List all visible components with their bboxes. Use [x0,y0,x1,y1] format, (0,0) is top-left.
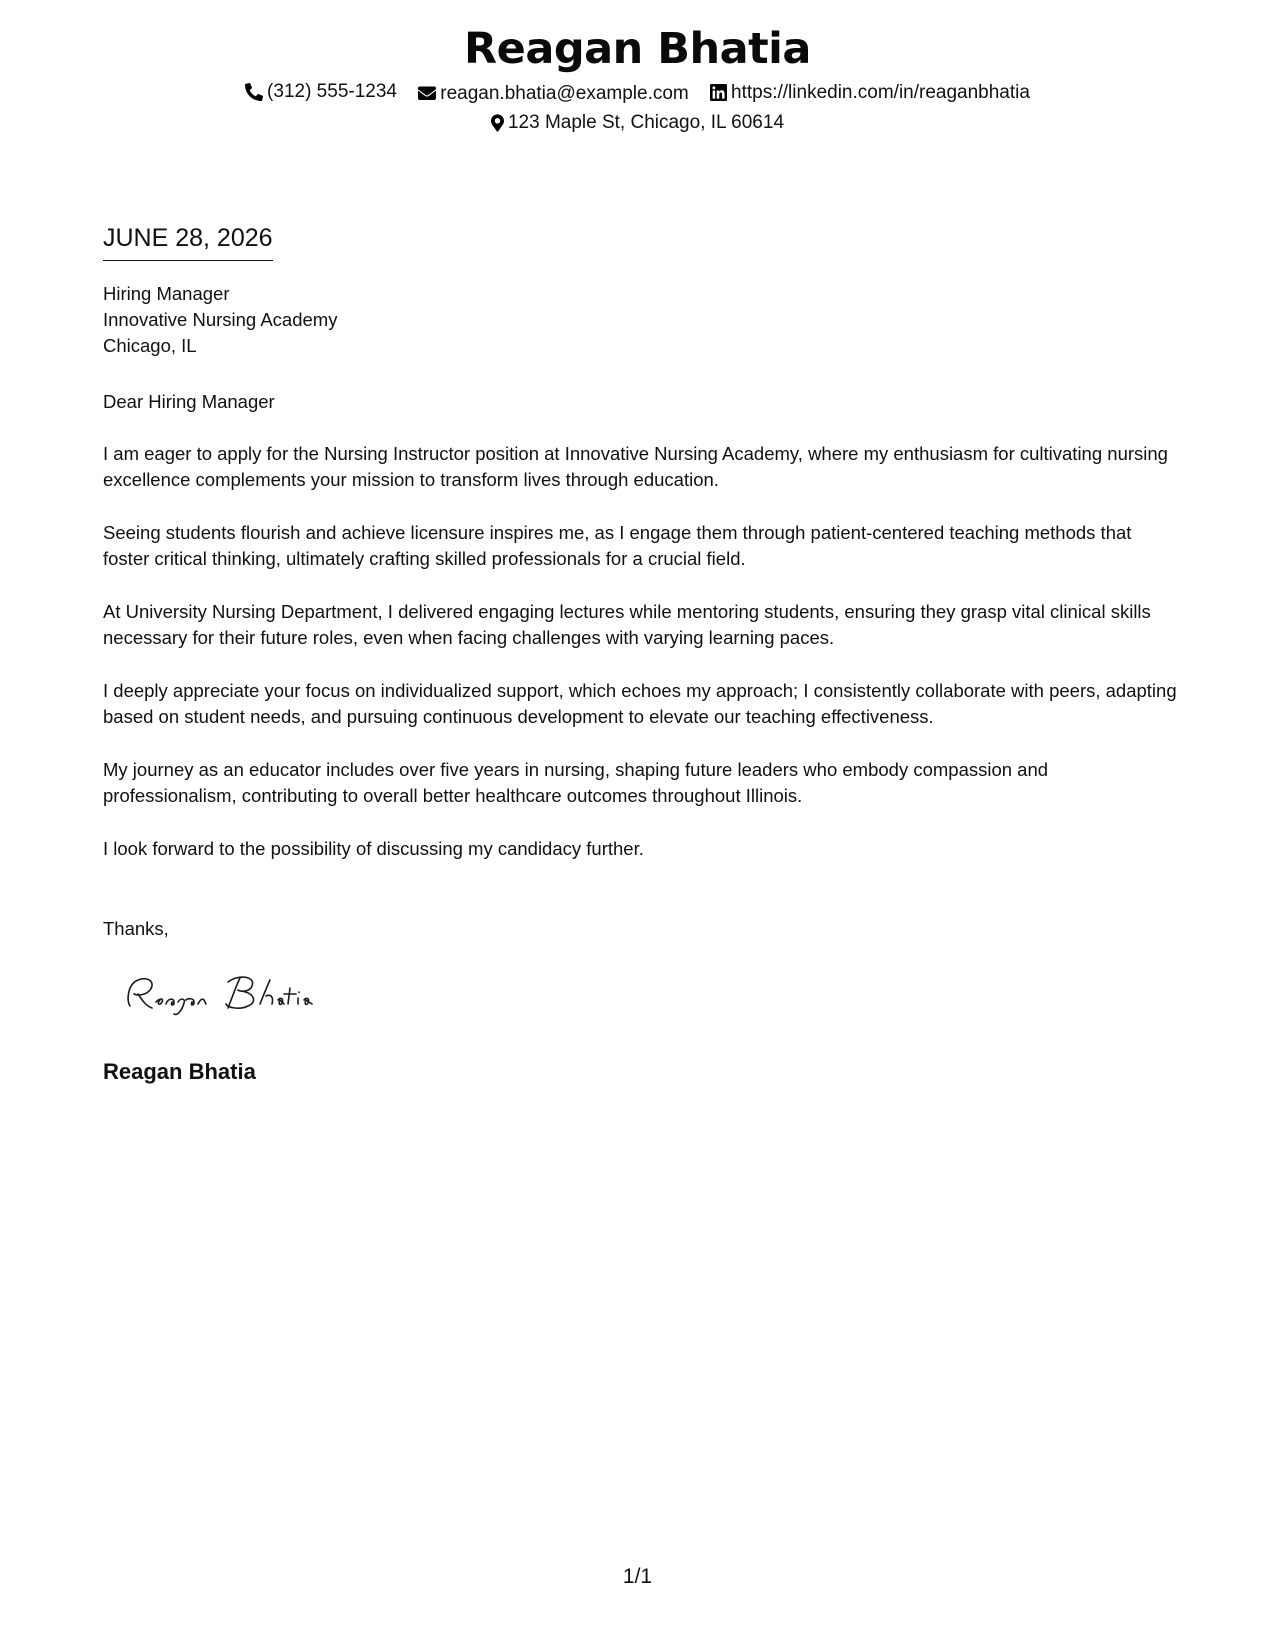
body-paragraph: I deeply appreciate your focus on individualized support, which echoes my approach; I consistently collaborate with peers, adapting based on student needs, and pursuing continuous development to elevate our teaching effectiveness. [103,680,1177,727]
signer-name: Reagan Bhatia [103,1059,256,1084]
linkedin-icon [710,84,727,101]
body-paragraph: At University Nursing Department, I delivered engaging lectures while mentoring students, ensuring they grasp vital clinical skills necessary for their future roles, even when facing challenges with varying learning paces. [103,601,1151,648]
salutation: Dear Hiring Manager [103,391,275,412]
body-paragraph: I look forward to the possibility of discussing my candidacy further. [103,838,644,859]
recipient-line: Innovative Nursing Academy [103,309,338,330]
phone-text: (312) 555-1234 [267,81,397,102]
recipient-block [103,281,337,359]
closing: Thanks, [103,918,169,939]
applicant-name-heading: Reagan Bhatia [464,24,811,74]
recipient-line: Hiring Manager [103,283,230,304]
body-paragraph: I am eager to apply for the Nursing Instructor position at Innovative Nursing Academy, where my enthusiasm for cultivating nursing excellence complements your mission to transform lives through education. [103,443,1168,490]
envelope-icon [418,86,436,101]
contact-phone [245,79,397,105]
letter-date: JUNE 28, 2026 [103,222,273,261]
contact-row-primary [0,79,1275,109]
address-text: 123 Maple St, Chicago, IL 60614 [507,112,785,133]
contact-linkedin[interactable] [710,80,1030,106]
email-link[interactable]: reagan.bhatia@example.com [440,82,689,104]
contact-row-address [0,110,1275,140]
page-number: 1/1 [622,1565,653,1588]
contact-email[interactable] [418,81,688,107]
body-paragraph: My journey as an educator includes over five years in nursing, shaping future leaders who embody compassion and professionalism, contributing to overall better healthcare outcomes throughout Illinois. [103,759,1049,806]
letter-body [103,441,1178,889]
phone-icon [245,83,263,101]
recipient-line: Chicago, IL [103,335,197,356]
body-paragraph: Seeing students flourish and achieve licensure inspires me, as I engage them through patient-centered teaching methods that foster critical thinking, ultimately crafting skilled professionals for a crucial field. [103,522,1132,569]
handwritten-signature [116,970,356,1020]
map-marker-icon [491,114,504,132]
linkedin-link[interactable]: https://linkedin.com/in/reaganbhatia [731,81,1030,103]
contact-address [491,110,784,136]
